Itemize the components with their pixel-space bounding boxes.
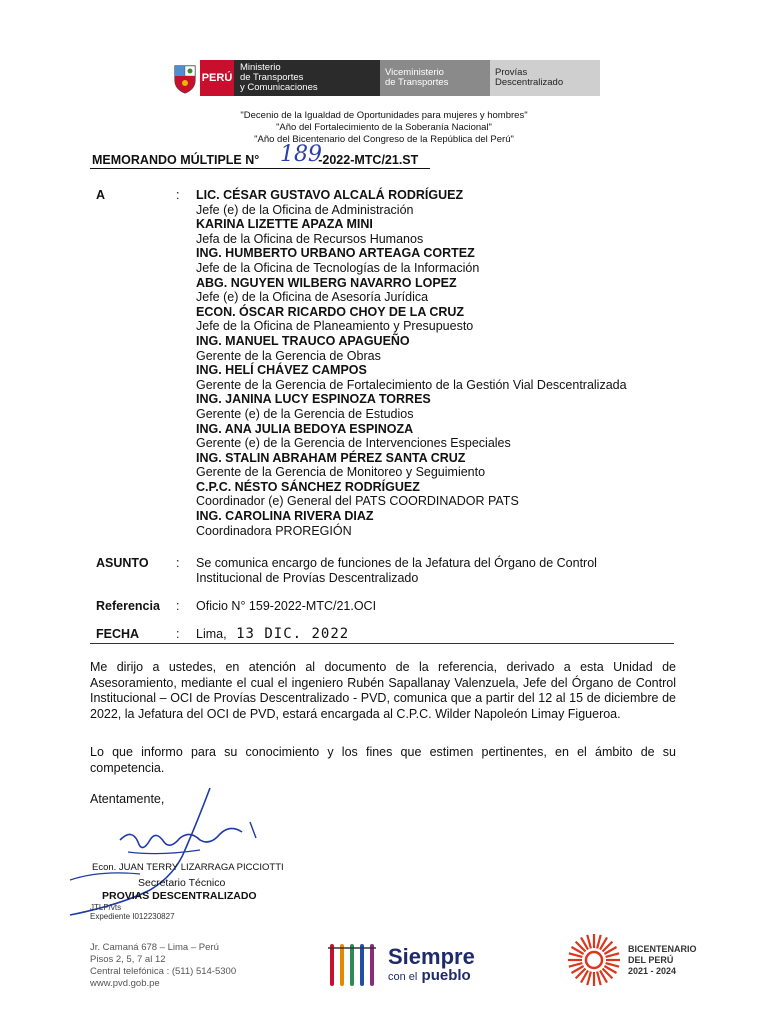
recipient-name: ING. ANA JULIA BEDOYA ESPINOZA: [196, 421, 414, 436]
fecha-stamp: 13 DIC. 2022: [236, 626, 350, 642]
bicent-line2: DEL PERÚ: [628, 954, 674, 965]
recipient-role: Gerente (e) de la Gerencia de Intervenciones Especiales: [196, 436, 511, 451]
colon-asunto: :: [176, 556, 180, 570]
coat-of-arms-icon: [170, 60, 200, 96]
recipient-name: C.P.C. NÉSTO SÁNCHEZ RODRÍGUEZ: [196, 479, 420, 494]
vice-line1: Viceministerio: [385, 67, 444, 78]
memo-title: [92, 153, 418, 167]
recipient-name: ING. STALIN ABRAHAM PÉREZ SANTA CRUZ: [196, 450, 466, 465]
recipient-name: ING. JANINA LUCY ESPINOZA TORRES: [196, 392, 431, 407]
recipient-name: ECON. ÓSCAR RICARDO CHOY DE LA CRUZ: [196, 304, 465, 319]
footer-addr-3: Central telefónica : (511) 514-5300: [90, 966, 237, 977]
year-slogans: [0, 110, 768, 146]
prov-line1: Provías: [495, 67, 528, 78]
recipient-role: Coordinadora PROREGIÓN: [196, 523, 352, 538]
label-referencia: Referencia: [96, 599, 160, 613]
signature-reference: [90, 903, 175, 921]
recipient-name: ING. MANUEL TRAUCO APAGUEÑO: [196, 333, 410, 348]
recipient-role: Jefa de la Oficina de Recursos Humanos: [196, 231, 424, 246]
bicent-line3: 2021 - 2024: [628, 965, 677, 976]
body-paragraph-1: Me dirijo a ustedes, en atención al documento de la referencia, derivado a esta Unidad de Asesoramiento, mediante el cual el ingeniero Rubén Sapallanay Valenzuela, Jefe del Órgano de Control Institucional – OCI de Provías Descentralizado - PVD, comunica que a partir del 12 al 15 de diciembre de 2022, la Jefatura del OCI de PVD, estará encargada al C.P.C. Wilder Napoleón Limay Figueroa.: [90, 660, 676, 721]
fecha-value: [196, 627, 349, 642]
memo-title-underline: [90, 168, 430, 169]
recipient-name: ING. HUMBERTO URBANO ARTEAGA CORTEZ: [196, 246, 475, 261]
recipient-role: Gerente de la Gerencia de Obras: [196, 348, 381, 363]
recipient-role: Gerente de la Gerencia de Monitoreo y Seguimiento: [196, 465, 486, 480]
year-slogan-1: "Decenio de la Igualdad de Oportunidades para mujeres y hombres": [240, 110, 528, 121]
signer-org: PROVIAS DESCENTRALIZADO: [102, 890, 257, 902]
ministry-line2: de Transportes: [240, 72, 304, 83]
recipient-name: ING. HELÍ CHÁVEZ CAMPOS: [196, 363, 367, 378]
bicent-line1: BICENTENARIO: [628, 943, 697, 954]
recipient-name: ABG. NGUYEN WILBERG NAVARRO LOPEZ: [196, 275, 457, 290]
label-asunto: ASUNTO: [96, 556, 149, 570]
colon-a: :: [176, 188, 180, 202]
initials: JTLP/vts: [90, 903, 122, 912]
recipient-role: Gerente (e) de la Gerencia de Estudios: [196, 406, 414, 421]
viceministry-label: [380, 60, 490, 96]
closing-text: Atentamente,: [90, 792, 165, 806]
recipient-role: Gerente de la Gerencia de Fortalecimiento de la Gestión Vial Descentralizada: [196, 377, 627, 392]
footer-addr-1: Jr. Camaná 678 – Lima – Perú: [90, 942, 219, 953]
recipient-role: Jefe de la Oficina de Planeamiento y Presupuesto: [196, 319, 474, 334]
year-slogan-2: "Año del Fortalecimiento de la Soberanía Nacional": [276, 122, 492, 133]
asunto-line1: Se comunica encargo de funciones de la Jefatura del Órgano de Control: [196, 556, 597, 570]
memo-number-handwritten: 189: [280, 142, 322, 167]
body-paragraph-2: Lo que informo para su conocimiento y los fines que estimen pertinentes, en el ámbito de su competencia.: [90, 745, 676, 775]
government-logo-strip: [170, 60, 600, 96]
recipient-role: Coordinador (e) General del PATS COORDINADOR PATS: [196, 494, 519, 509]
provias-label: [490, 60, 600, 96]
recipient-name: ING. CAROLINA RIVERA DIAZ: [196, 509, 374, 524]
pueblo-word: pueblo: [421, 966, 471, 984]
colon-referencia: :: [176, 599, 180, 613]
ministry-line1: Ministerio: [240, 62, 281, 73]
recipient-name: LIC. CÉSAR GUSTAVO ALCALÁ RODRÍGUEZ: [196, 188, 464, 202]
recipient-role: Jefe (e) de la Oficina de Administración: [196, 202, 414, 217]
ministry-line3: y Comunicaciones: [240, 82, 318, 93]
memo-title-prefix: MEMORANDO MÚLTIPLE N°: [92, 153, 260, 167]
signer-title: Secretario Técnico: [138, 877, 226, 889]
bicentenario-logo: [566, 932, 697, 988]
siempre-con-el-pueblo-logo: [326, 940, 475, 990]
fecha-divider: [90, 643, 674, 644]
year-slogan-3: "Año del Bicentenario del Congreso de la República del Perú": [254, 134, 514, 145]
memo-title-suffix: -2022-MTC/21.ST: [318, 153, 419, 167]
footer-address: [90, 942, 236, 990]
recipient-role: Jefe (e) de la Oficina de Asesoría Jurídica: [196, 290, 429, 305]
asunto-text: [196, 556, 597, 586]
colon-fecha: :: [176, 627, 180, 641]
fecha-prefix: Lima,: [196, 627, 227, 641]
pueblo-text: [388, 968, 475, 985]
peru-badge: PERÚ: [200, 60, 234, 96]
bicentenario-sun-icon: [566, 932, 622, 988]
footer-addr-2: Pisos 2, 5, 7 al 12: [90, 954, 166, 965]
footer-website: www.pvd.gob.pe: [90, 978, 160, 989]
prov-line2: Descentralizado: [495, 77, 564, 88]
ministry-label: [234, 60, 380, 96]
people-figures-icon: [326, 940, 382, 990]
recipient-list: [196, 188, 627, 538]
label-a: A: [96, 188, 106, 202]
asunto-line2: Institucional de Provías Descentralizado: [196, 571, 419, 585]
vice-line2: de Transportes: [385, 77, 449, 88]
pueblo-prefix: con el: [388, 970, 418, 983]
recipient-role: Jefe de la Oficina de Tecnologías de la Información: [196, 260, 480, 275]
siempre-text: Siempre: [388, 943, 475, 969]
label-fecha: FECHA: [96, 627, 140, 641]
referencia-text: Oficio N° 159-2022-MTC/21.OCI: [196, 599, 377, 613]
recipient-name: KARINA LIZETTE APAZA MINI: [196, 217, 373, 232]
expediente: Expediente I012230827: [90, 912, 175, 921]
signer-name: Econ. JUAN TERRY LIZARRAGA PICCIOTTI: [92, 862, 284, 873]
